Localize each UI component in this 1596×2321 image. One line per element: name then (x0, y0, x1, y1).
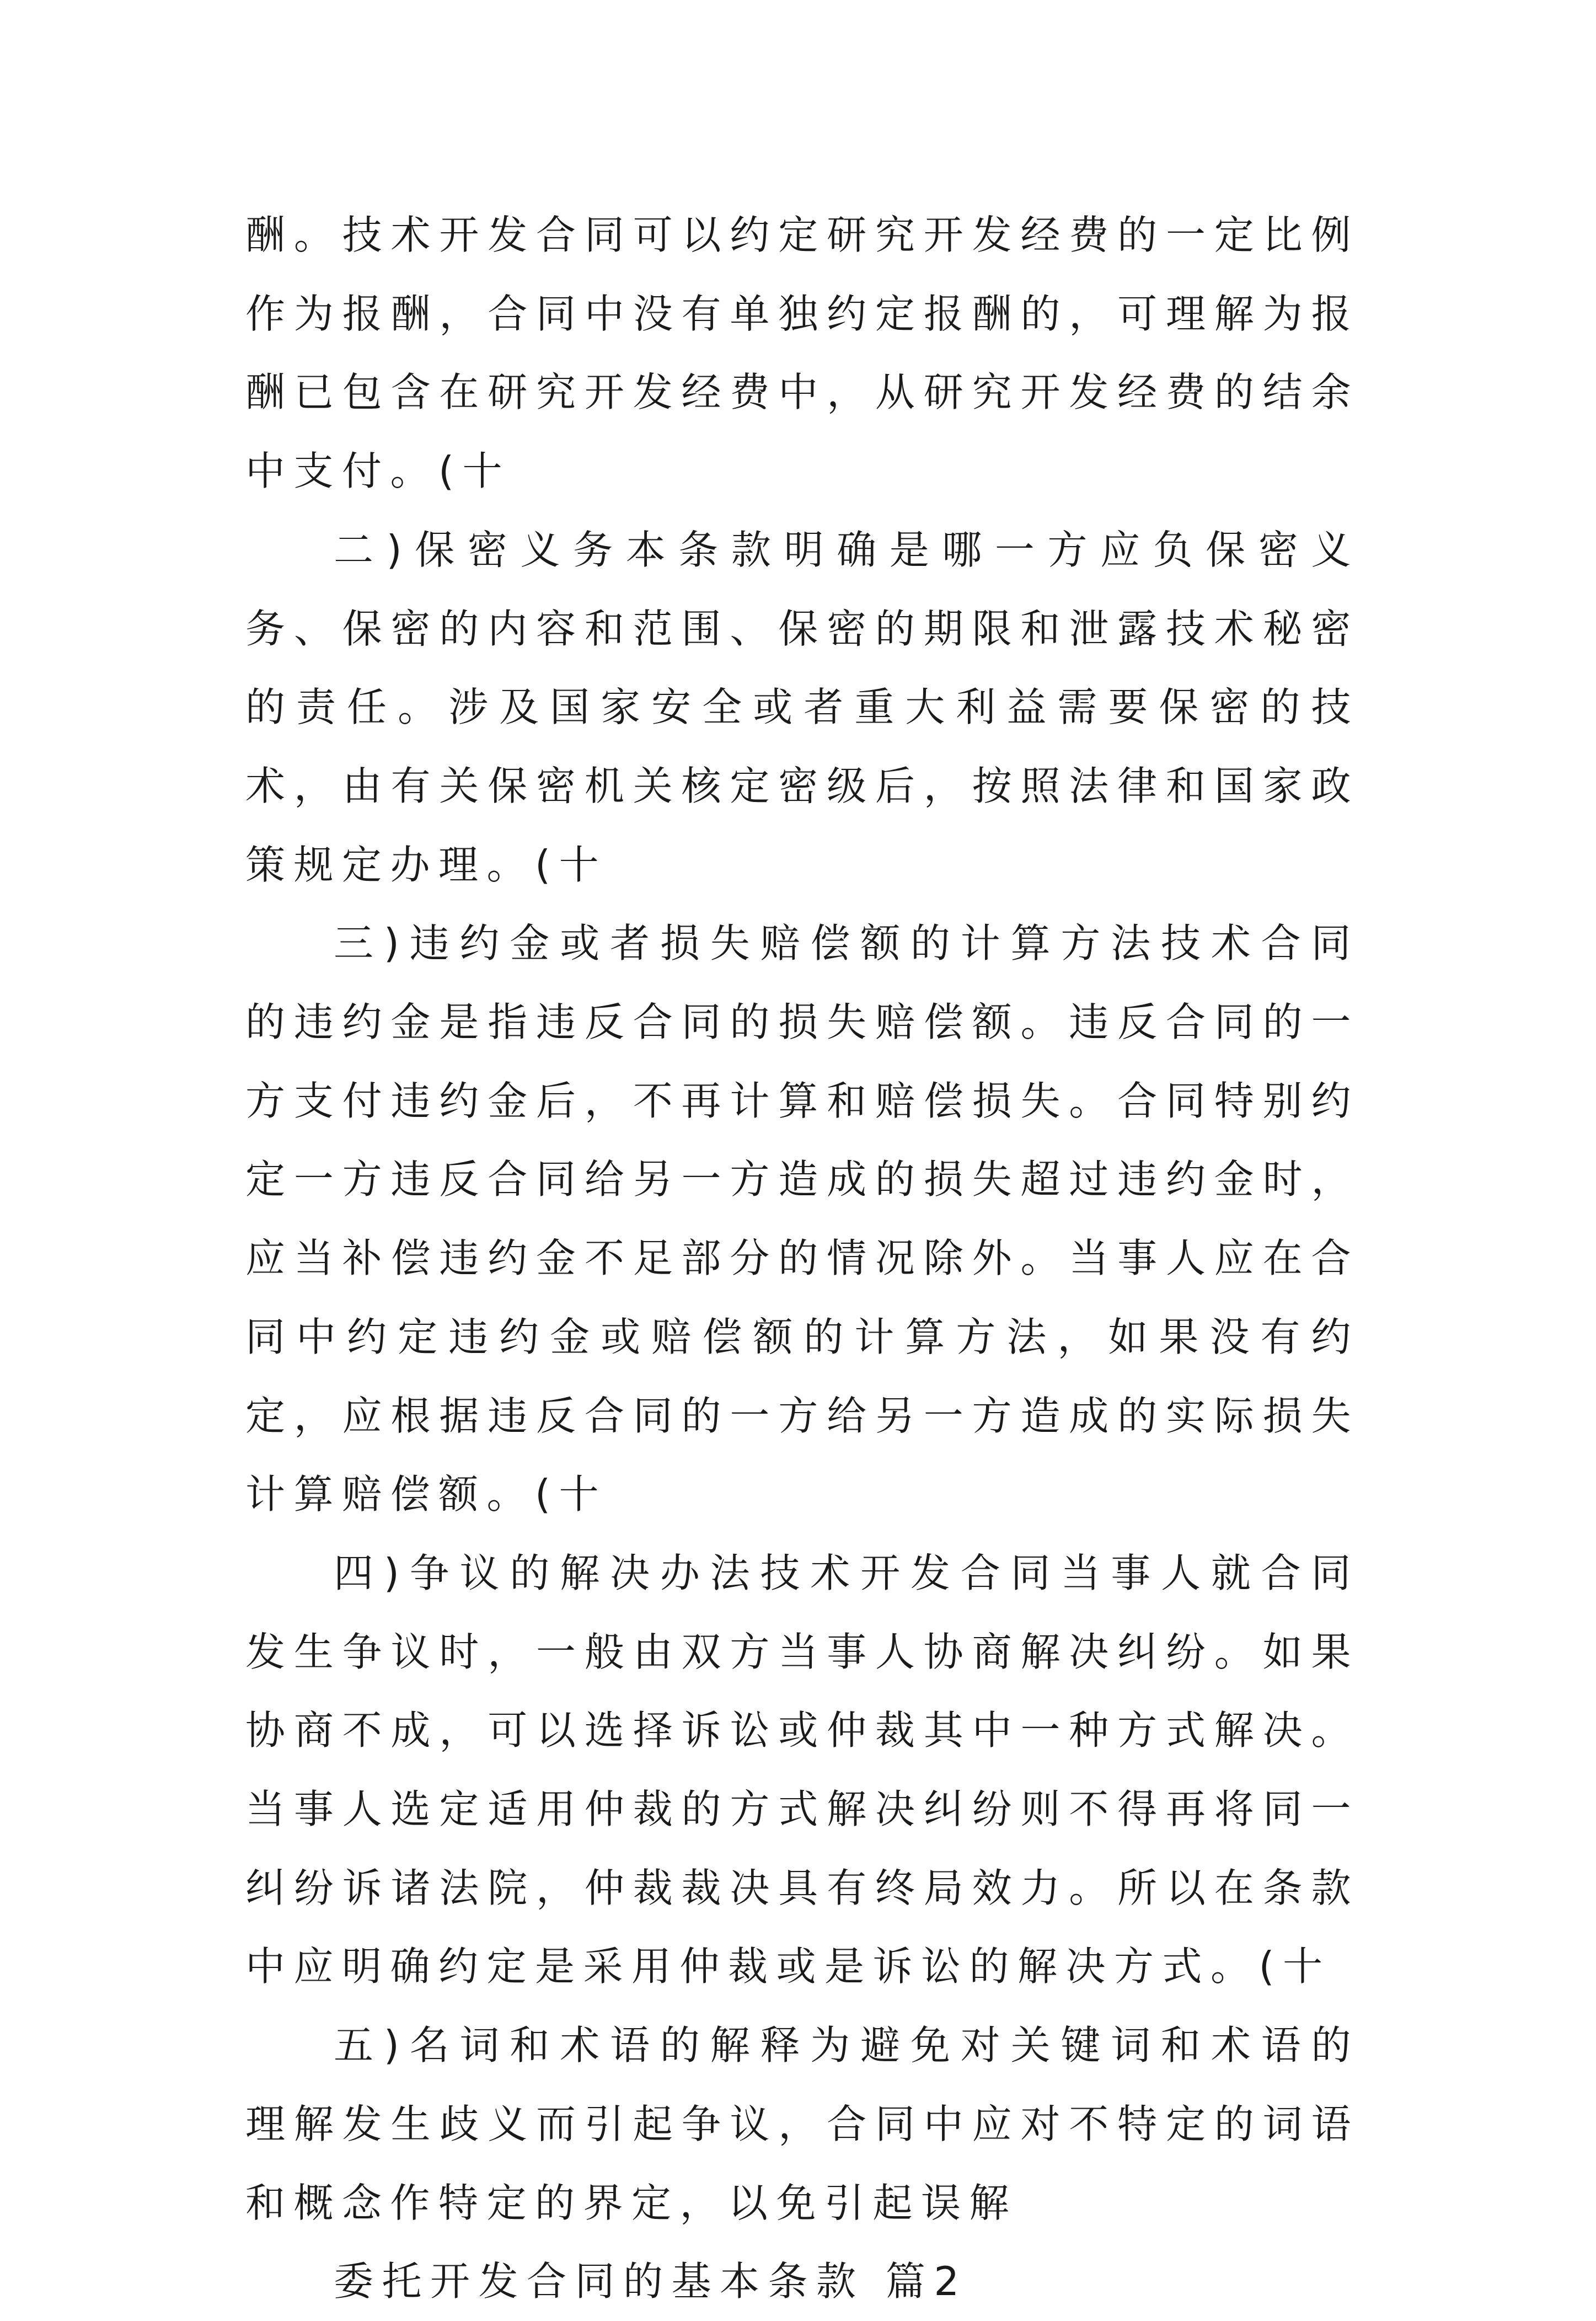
paragraph-remuneration: 酬。技术开发合同可以约定研究开发经费的一定比例作为报酬，合同中没有单独约定报酬的，可理解为报酬已包含在研究开发经费中，从研究开发经费的结余中支付。(十 (245, 212, 1359, 495)
section-heading: 委托开发合同的基本条款 篇2 (334, 2258, 968, 2305)
paragraph-liquidated-damages: 三)违约金或者损失赔偿额的计算方法技术合同的违约金是指违反合同的损失赔偿额。违反合同的一方支付违约金后，不再计算和赔偿损失。合同特别约定一方违反合同给另一方造成的损失超过违约金时，应当补偿违约金不足部分的情况除外。当事人应在合同中约定违约金或赔偿额的计算方法，如果没有约定，应根据违反合同的一方给另一方造成的实际损失计算赔偿额。(十 (245, 920, 1359, 1518)
paragraph-dispute-resolution: 四)争议的解决办法技术开发合同当事人就合同发生争议时，一般由双方当事人协商解决纠纷。如果协商不成，可以选择诉讼或仲裁其中一种方式解决。当事人选定适用仲裁的方式解决纠纷则不得再将同一纠纷诉诸法院，仲裁裁决具有终局效力。所以在条款中应明确约定是采用仲裁或是诉讼的解决方式。(十 (245, 1549, 1359, 1990)
document-body (245, 196, 1359, 2321)
paragraph-terminology: 五)名词和术语的解释为避免对关键词和术语的理解发生歧义而引起争议，合同中应对不特定的词语和概念作特定的界定，以免引起误解 (245, 2022, 1359, 2226)
paragraph-confidentiality: 二)保密义务本条款明确是哪一方应负保密义务、保密的内容和范围、保密的期限和泄露技术秘密的责任。涉及国家安全或者重大利益需要保密的技术，由有关保密机关核定密级后，按照法律和国家政策规定办理。(十 (245, 526, 1359, 888)
